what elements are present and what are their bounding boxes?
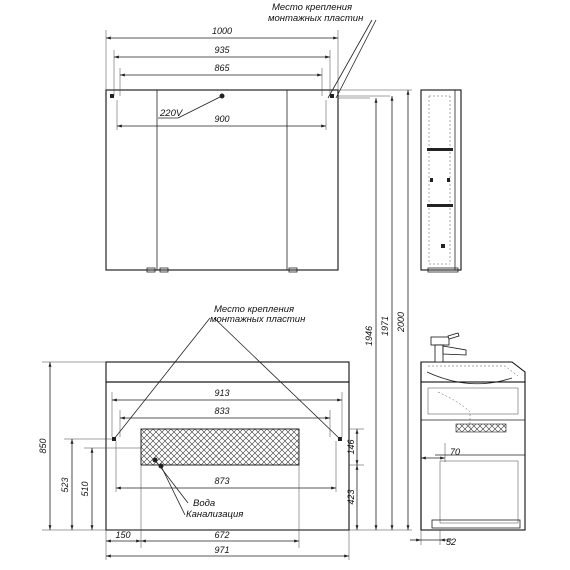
dim-1971: 1971 bbox=[380, 315, 390, 337]
dim-672: 672 bbox=[214, 530, 230, 540]
dim-850: 850 bbox=[38, 438, 48, 454]
dim-913: 913 bbox=[214, 388, 230, 398]
dim-70: 70 bbox=[450, 447, 461, 457]
dim-873: 873 bbox=[214, 476, 230, 486]
mount-label-bottom-line2: монтажных пластин bbox=[210, 314, 306, 325]
dim-52: 52 bbox=[446, 537, 457, 547]
dim-150: 150 bbox=[115, 530, 131, 540]
water-label: Вода bbox=[193, 498, 216, 509]
mount-label-top-line1: Место крепления bbox=[272, 2, 353, 13]
dim-900: 900 bbox=[214, 114, 230, 124]
sewer-label: Канализация bbox=[186, 509, 244, 520]
drain-access-panel bbox=[141, 429, 299, 465]
dim-423: 423 bbox=[346, 489, 356, 505]
dim-1000: 1000 bbox=[211, 26, 233, 36]
faucet-icon bbox=[431, 333, 466, 362]
cabinet-dimension-lines bbox=[106, 20, 376, 130]
dim-1946: 1946 bbox=[364, 325, 374, 347]
mount-label-top-line2: монтажных пластин bbox=[268, 13, 364, 24]
dim-935: 935 bbox=[214, 45, 230, 55]
dim-146: 146 bbox=[346, 439, 356, 455]
cabinet-side-view bbox=[421, 90, 461, 272]
dim-833: 833 bbox=[214, 406, 230, 416]
dim-865: 865 bbox=[214, 63, 230, 73]
mount-label-bottom-line1: Место крепления bbox=[214, 304, 295, 315]
dim-2000: 2000 bbox=[396, 311, 406, 333]
dim-971: 971 bbox=[214, 545, 230, 555]
voltage-label: 220V bbox=[160, 108, 183, 119]
dim-523: 523 bbox=[60, 477, 70, 493]
dim-510: 510 bbox=[80, 481, 90, 497]
vanity-side-view bbox=[421, 333, 525, 530]
